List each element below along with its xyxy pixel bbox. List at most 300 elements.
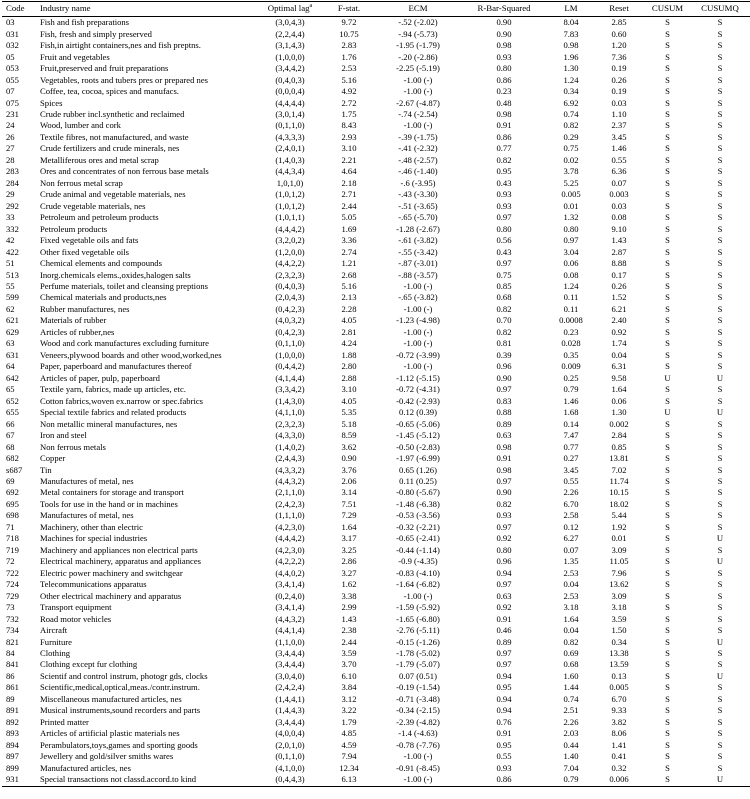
cell-reset: 3.18	[611, 602, 627, 613]
cell-lm: 0.27	[563, 453, 579, 464]
cell-lm: 0.69	[563, 648, 579, 659]
cell-code: 892	[6, 716, 19, 727]
cell-ecm: -.41 (-2.32)	[398, 143, 438, 154]
cell-lag: (1,4,4,1)	[275, 693, 305, 704]
cell-industry: Metalliferous ores and metal scrap	[40, 154, 159, 165]
column-header-fstat: F-stat.	[323, 2, 375, 17]
cell-rbar: 0.95	[496, 739, 512, 750]
cell-ecm: -.61 (-3.82)	[398, 235, 438, 246]
cell-reset: 0.85	[611, 441, 627, 452]
cell-cusumq: S	[717, 338, 723, 349]
cell-code: 722	[6, 567, 19, 578]
cell-fstat: 2.88	[341, 372, 357, 383]
cell-ecm: -1.59 (-5.92)	[396, 602, 440, 613]
cell-cusum: S	[665, 625, 670, 636]
cell-lag: 1,0,1,0)	[276, 177, 304, 188]
cell-fstat: 5.16	[341, 74, 357, 85]
cell-lm: 0.82	[563, 120, 579, 131]
cell-ecm: -1.00 (-)	[403, 120, 433, 131]
cell-lm: 2.58	[563, 510, 579, 521]
cell-code: 71	[6, 521, 15, 532]
cell-industry: Fish, fresh and simply preserved	[40, 28, 152, 39]
cell-cusumq: S	[717, 659, 723, 670]
cell-industry: Rubber manufactures, nes	[40, 303, 130, 314]
cell-lm: 1.96	[563, 51, 579, 62]
cell-cusum: S	[665, 223, 670, 234]
cell-fstat: 4.59	[341, 739, 357, 750]
cell-reset: 13.59	[609, 659, 629, 670]
cell-ecm: -.6 (-3.95)	[400, 177, 436, 188]
cell-reset: 2.84	[611, 430, 627, 441]
table-row	[2, 86, 750, 97]
cell-cusum: S	[665, 74, 670, 85]
cell-fstat: 5.05	[341, 212, 357, 223]
cell-cusum: S	[665, 235, 670, 246]
cell-lag: (4,4,4,2)	[275, 223, 305, 234]
cell-lm: 1.30	[563, 63, 579, 74]
table-row	[2, 728, 750, 739]
table-row	[2, 579, 750, 590]
cell-reset: 3.09	[611, 590, 627, 601]
cell-industry: Printed matter	[40, 716, 89, 727]
cell-rbar: 0.82	[496, 154, 512, 165]
cell-cusumq: S	[717, 384, 723, 395]
cell-reset: 6.21	[611, 303, 627, 314]
cell-reset: 2.37	[611, 120, 627, 131]
cell-code: 68	[6, 441, 15, 452]
cell-rbar: 0.63	[496, 590, 512, 601]
cell-cusumq: S	[717, 762, 723, 773]
cell-cusumq: S	[717, 739, 723, 750]
cell-industry: Aircraft	[40, 625, 68, 636]
cell-lm: 3.78	[563, 166, 579, 177]
cell-ecm: -1.64 (-6.82)	[396, 579, 440, 590]
cell-rbar: 0.97	[496, 258, 512, 269]
cell-industry: Special transactions not classd.accord.to kind	[38, 774, 257, 787]
cell-fstat: 1.88	[341, 349, 357, 360]
cell-rbar: 0.98	[496, 108, 512, 119]
cell-cusumq: S	[717, 579, 723, 590]
table-row	[2, 292, 750, 303]
cell-fstat: 4.64	[341, 166, 357, 177]
cell-industry: Chemical materials and products,nes	[40, 292, 167, 303]
cell-code: 698	[6, 510, 19, 521]
cell-reset: 6.70	[611, 693, 627, 704]
cell-fstat: 3.38	[341, 590, 357, 601]
cell-lag: (1,0,1,1)	[275, 212, 305, 223]
cell-fstat: 3.22	[341, 705, 357, 716]
cell-code: s687	[6, 464, 23, 475]
cell-lag: (3,1,4,3)	[275, 40, 305, 51]
cell-code: 894	[6, 739, 19, 750]
cell-cusum: S	[665, 177, 670, 188]
cell-industry: Perambulators,toys,games and sporting goods	[40, 739, 198, 750]
cell-cusum: U	[664, 372, 671, 383]
cell-lag: (3,4,1,4)	[275, 602, 305, 613]
cell-rbar: 0.91	[496, 120, 512, 131]
cell-reset: 1.46	[611, 143, 627, 154]
cell-cusumq: U	[716, 670, 724, 681]
cell-lag: (4,4,1,4)	[275, 625, 305, 636]
cell-cusum: S	[665, 63, 670, 74]
cell-lag: (0,4,2,3)	[275, 326, 305, 337]
cell-industry: Chemical elements and compounds	[40, 258, 162, 269]
cell-ecm: -0.50 (-2.83)	[396, 441, 440, 452]
table-row	[2, 533, 750, 544]
cell-cusum: S	[665, 510, 670, 521]
cell-fstat: 3.36	[341, 235, 357, 246]
cell-code: 55	[6, 281, 15, 292]
cell-rbar: 0.97	[496, 659, 512, 670]
table-row	[2, 395, 750, 406]
cell-fstat: 3.70	[341, 659, 357, 670]
cell-reset: 8.88	[611, 258, 627, 269]
cell-fstat: 7.29	[341, 510, 357, 521]
cell-industry: Machinery and appliances non electrical parts	[40, 544, 198, 555]
table-row	[2, 349, 750, 360]
cell-lm: 0.68	[563, 659, 579, 670]
cell-reset: 11.05	[609, 556, 629, 567]
cell-fstat: 2.21	[341, 154, 357, 165]
cell-ecm: -1.97 (-6.99)	[396, 453, 440, 464]
cell-ecm: -0.72 (-3.99)	[396, 349, 440, 360]
cell-lag: (1,0,0,0)	[275, 51, 305, 62]
cell-lag: (3,0,4,3)	[275, 17, 305, 28]
cell-code: 07	[6, 86, 15, 97]
cell-cusumq: S	[717, 728, 723, 739]
cell-ecm: -1.4 (-4.63)	[398, 728, 438, 739]
table-row	[2, 648, 750, 659]
cell-fstat: 2.74	[341, 246, 357, 257]
cell-industry: Crude rubber incl.synthetic and reclaimed	[40, 108, 185, 119]
cell-reset: 13.81	[609, 453, 629, 464]
cell-ecm: -1.79 (-5.07)	[396, 659, 440, 670]
cell-lm: 0.79	[547, 774, 595, 787]
cell-reset: 0.13	[611, 670, 627, 681]
cell-reset: 8.06	[611, 728, 627, 739]
cell-lag: (3,4,4,4)	[275, 659, 305, 670]
cell-fstat: 1.76	[341, 51, 357, 62]
cell-lm: 0.009	[561, 361, 581, 372]
cell-fstat: 2.71	[341, 189, 357, 200]
cell-rbar: 0.94	[496, 693, 512, 704]
cell-fstat: 9.72	[341, 17, 357, 28]
cell-lm: 6.27	[563, 533, 579, 544]
cell-code: 86	[6, 670, 15, 681]
table-row	[2, 613, 750, 624]
cell-industry: Electric power machinery and switchgear	[40, 567, 183, 578]
table-row	[2, 166, 750, 177]
cell-industry: Furniture	[40, 636, 72, 647]
cell-rbar: 0.23	[496, 86, 512, 97]
cell-code: 72	[6, 556, 15, 567]
cell-lag: (1,4,0,2)	[275, 441, 305, 452]
cell-cusum: S	[665, 292, 670, 303]
cell-code: 724	[6, 579, 19, 590]
cell-fstat: 6.13	[323, 774, 375, 787]
table-row	[2, 120, 750, 131]
cell-rbar: 0.98	[496, 40, 512, 51]
cell-ecm: -.52 (-2.02)	[398, 17, 438, 28]
cell-lm: 0.02	[563, 154, 579, 165]
cell-ecm: -0.71 (-3.48)	[396, 693, 440, 704]
cell-cusumq: S	[717, 200, 723, 211]
cell-industry: Machinery, other than electric	[40, 521, 143, 532]
cell-lm: 6.92	[563, 97, 579, 108]
cell-lag: (2,1,1,0)	[275, 487, 305, 498]
cell-lag: (1,1,0,0)	[275, 636, 305, 647]
cell-rbar: 0.91	[496, 613, 512, 624]
cell-ecm: 0.07 (0.51)	[399, 670, 437, 681]
cell-rbar: 0.80	[496, 544, 512, 555]
cell-code: 283	[6, 166, 19, 177]
cell-reset: 1.92	[611, 521, 627, 532]
cell-industry: Crude fertilizers and crude minerals, nes	[40, 143, 180, 154]
cell-code: 718	[6, 533, 19, 544]
cell-reset: 3.59	[611, 613, 627, 624]
cell-ecm: 0.12 (0.39)	[399, 407, 437, 418]
cell-industry: Transport equipment	[40, 602, 112, 613]
cell-ecm: -.74 (-2.54)	[398, 108, 438, 119]
cell-rbar: 0.88	[496, 407, 512, 418]
table-row	[2, 671, 750, 682]
cell-reset: 7.36	[611, 51, 627, 62]
cell-lag: (4,4,3,2)	[275, 613, 305, 624]
table-row	[2, 602, 750, 613]
cell-ecm: -.39 (-1.75)	[398, 131, 438, 142]
cell-cusum: S	[665, 441, 670, 452]
cell-cusum: S	[665, 453, 670, 464]
cell-ecm: -.88 (-3.57)	[398, 269, 438, 280]
cell-code: 032	[6, 40, 19, 51]
cell-lm: 3.45	[563, 464, 579, 475]
column-header-lm: LM	[547, 2, 595, 17]
cell-cusumq: S	[717, 269, 723, 280]
cell-code: 621	[6, 315, 19, 326]
table-row	[2, 510, 750, 521]
cell-cusum: S	[665, 762, 670, 773]
cell-lag: (3,0,4,0)	[275, 670, 305, 681]
cell-code: 891	[6, 705, 19, 716]
cell-fstat: 2.38	[341, 625, 357, 636]
cell-cusum: S	[665, 258, 670, 269]
cell-cusumq: S	[717, 189, 723, 200]
cell-lag: (0,2,4,0)	[275, 590, 305, 601]
cell-code: 652	[6, 395, 19, 406]
cell-cusumq: S	[717, 97, 723, 108]
cell-ecm: -1.00 (-)	[403, 751, 433, 762]
cell-rbar: 0.48	[496, 97, 512, 108]
cell-code: 075	[6, 97, 19, 108]
cell-industry: Vegetables, roots and tubers pres or prepared nes	[40, 74, 208, 85]
cell-ecm: -1.00 (-)	[403, 338, 433, 349]
cell-lm: 0.80	[563, 223, 579, 234]
cell-industry: Tin	[40, 464, 52, 475]
cell-cusum: S	[665, 636, 670, 647]
cell-lag: (2,4,0,1)	[275, 143, 305, 154]
cell-code: 655	[6, 407, 19, 418]
cell-lag: (0,4,4,2)	[275, 361, 305, 372]
cell-lag: (3,4,4,2)	[275, 63, 305, 74]
cell-fstat: 4.05	[341, 315, 357, 326]
cell-reset: 2.85	[611, 17, 627, 28]
cell-ecm: -0.42 (-2.93)	[396, 395, 440, 406]
column-header-industry: Industry name	[38, 2, 257, 17]
cell-cusum: S	[665, 567, 670, 578]
cell-industry: Special textile fabrics and related products	[40, 407, 187, 418]
cell-code: 897	[6, 751, 19, 762]
cell-lm: 2.26	[563, 487, 579, 498]
cell-code: 332	[6, 223, 19, 234]
cell-rbar: 0.97	[496, 212, 512, 223]
cell-cusumq: S	[717, 395, 723, 406]
cell-code: 053	[6, 63, 19, 74]
cell-rbar: 0.70	[496, 315, 512, 326]
cell-fstat: 2.80	[341, 361, 357, 372]
cell-lm: 0.75	[563, 143, 579, 154]
cell-cusum: S	[665, 51, 670, 62]
cell-cusum: S	[665, 212, 670, 223]
cell-industry: Articles of artificial plastic materials nes	[40, 728, 180, 739]
cell-cusum: S	[665, 200, 670, 211]
cell-ecm: -0.53 (-3.56)	[396, 510, 440, 521]
table-header	[2, 2, 750, 17]
cell-reset: 6.31	[611, 361, 627, 372]
cell-lm: 2.53	[563, 567, 579, 578]
cell-cusumq: S	[717, 430, 723, 441]
cell-fstat: 2.99	[341, 602, 357, 613]
cell-code: 861	[6, 682, 19, 693]
table-row	[2, 521, 750, 532]
cell-code: 28	[6, 154, 15, 165]
cell-reset: 0.32	[611, 762, 627, 773]
cell-lm: 0.07	[563, 544, 579, 555]
cell-code: 26	[6, 131, 15, 142]
cell-reset: 0.55	[611, 154, 627, 165]
cell-lag: (0,1,1,0)	[275, 120, 305, 131]
cell-cusumq: S	[717, 246, 723, 257]
cell-lag: (1,4,3,0)	[275, 395, 305, 406]
table-row	[2, 258, 750, 269]
cell-code: 899	[6, 762, 19, 773]
cell-fstat: 3.10	[341, 384, 357, 395]
cell-rbar: 0.85	[496, 281, 512, 292]
cell-lag: (0,4,0,3)	[275, 74, 305, 85]
cell-rbar: 0.90	[496, 28, 512, 39]
cell-lm: 3.18	[563, 602, 579, 613]
cell-fstat: 3.12	[341, 693, 357, 704]
cell-code: 69	[6, 475, 15, 486]
cell-cusumq: S	[717, 51, 723, 62]
cell-cusumq: S	[717, 108, 723, 119]
cell-fstat: 1.75	[341, 108, 357, 119]
cell-industry: Miscellaneous manufactured articles, nes	[40, 693, 182, 704]
cell-lag: (1,4,4,3)	[275, 705, 305, 716]
cell-lm: 8.04	[563, 17, 579, 28]
cell-lm: 0.55	[563, 475, 579, 486]
table-row	[2, 774, 750, 787]
table-row	[2, 304, 750, 315]
cell-lm: 0.79	[563, 384, 579, 395]
cell-reset: 1.74	[611, 338, 627, 349]
cell-code: 734	[6, 625, 19, 636]
cell-lm: 0.04	[563, 625, 579, 636]
cell-lag: (4,3,3,3)	[275, 131, 305, 142]
table-row	[2, 281, 750, 292]
table-row	[2, 28, 750, 39]
cell-cusum: S	[665, 269, 670, 280]
cell-lm: 5.25	[563, 177, 579, 188]
cell-ecm: -1.00 (-)	[403, 86, 433, 97]
cell-cusumq: S	[717, 292, 723, 303]
cell-fstat: 10.75	[339, 28, 359, 39]
table-row	[2, 716, 750, 727]
cell-cusumq: S	[717, 166, 723, 177]
table-row	[2, 40, 750, 51]
cell-cusumq: S	[717, 705, 723, 716]
cell-cusum: S	[665, 579, 670, 590]
cell-fstat: 7.51	[341, 498, 357, 509]
table-row	[2, 590, 750, 601]
cell-code: 055	[6, 74, 19, 85]
cell-lag: (0,1,1,0)	[275, 338, 305, 349]
cell-rbar: 0.93	[496, 510, 512, 521]
cell-rbar: 0.90	[496, 17, 512, 28]
table-row	[2, 498, 750, 509]
cell-cusum: S	[665, 166, 670, 177]
cell-lag: (0,4,4,3)	[257, 774, 323, 787]
cell-reset: 0.19	[611, 86, 627, 97]
table-row	[2, 556, 750, 567]
cell-cusum: U	[664, 407, 671, 418]
cell-lag: (1,0,0,0)	[275, 349, 305, 360]
table-row	[2, 177, 750, 188]
cell-lm: 0.005	[561, 189, 581, 200]
cell-cusum: S	[665, 120, 670, 131]
cell-cusum: S	[643, 774, 692, 787]
cell-cusumq: S	[717, 682, 723, 693]
cell-fstat: 6.10	[341, 670, 357, 681]
cell-fstat: 5.35	[341, 407, 357, 418]
cell-lag: (4,1,1,0)	[275, 407, 305, 418]
cell-reset: 0.26	[611, 74, 627, 85]
table-row	[2, 636, 750, 647]
cell-ecm: -1.48 (-6.38)	[396, 498, 440, 509]
cell-cusumq: S	[717, 613, 723, 624]
cell-lm: 0.25	[563, 372, 579, 383]
cell-cusum: S	[665, 281, 670, 292]
cell-industry: Manufactures of metal, nes	[40, 510, 134, 521]
cell-rbar: 0.98	[496, 464, 512, 475]
cell-code: 695	[6, 498, 19, 509]
table-row	[2, 693, 750, 704]
cell-rbar: 0.63	[496, 430, 512, 441]
cell-lm: 1.64	[563, 613, 579, 624]
cell-reset: 0.34	[611, 636, 627, 647]
cell-ecm: -0.72 (-4.31)	[396, 384, 440, 395]
cell-industry: Crude animal and vegetable materials, nes	[40, 189, 186, 200]
cell-cusum: S	[665, 303, 670, 314]
cell-industry: Fixed vegetable oils and fats	[40, 235, 139, 246]
column-header-cusum: CUSUM	[643, 2, 692, 17]
cell-cusumq: S	[717, 326, 723, 337]
table-row	[2, 338, 750, 349]
cell-rbar: 0.68	[496, 292, 512, 303]
cell-reset: 0.41	[611, 751, 627, 762]
cell-code: 682	[6, 453, 19, 464]
cell-code: 599	[6, 292, 19, 303]
cell-reset: 0.07	[611, 177, 627, 188]
